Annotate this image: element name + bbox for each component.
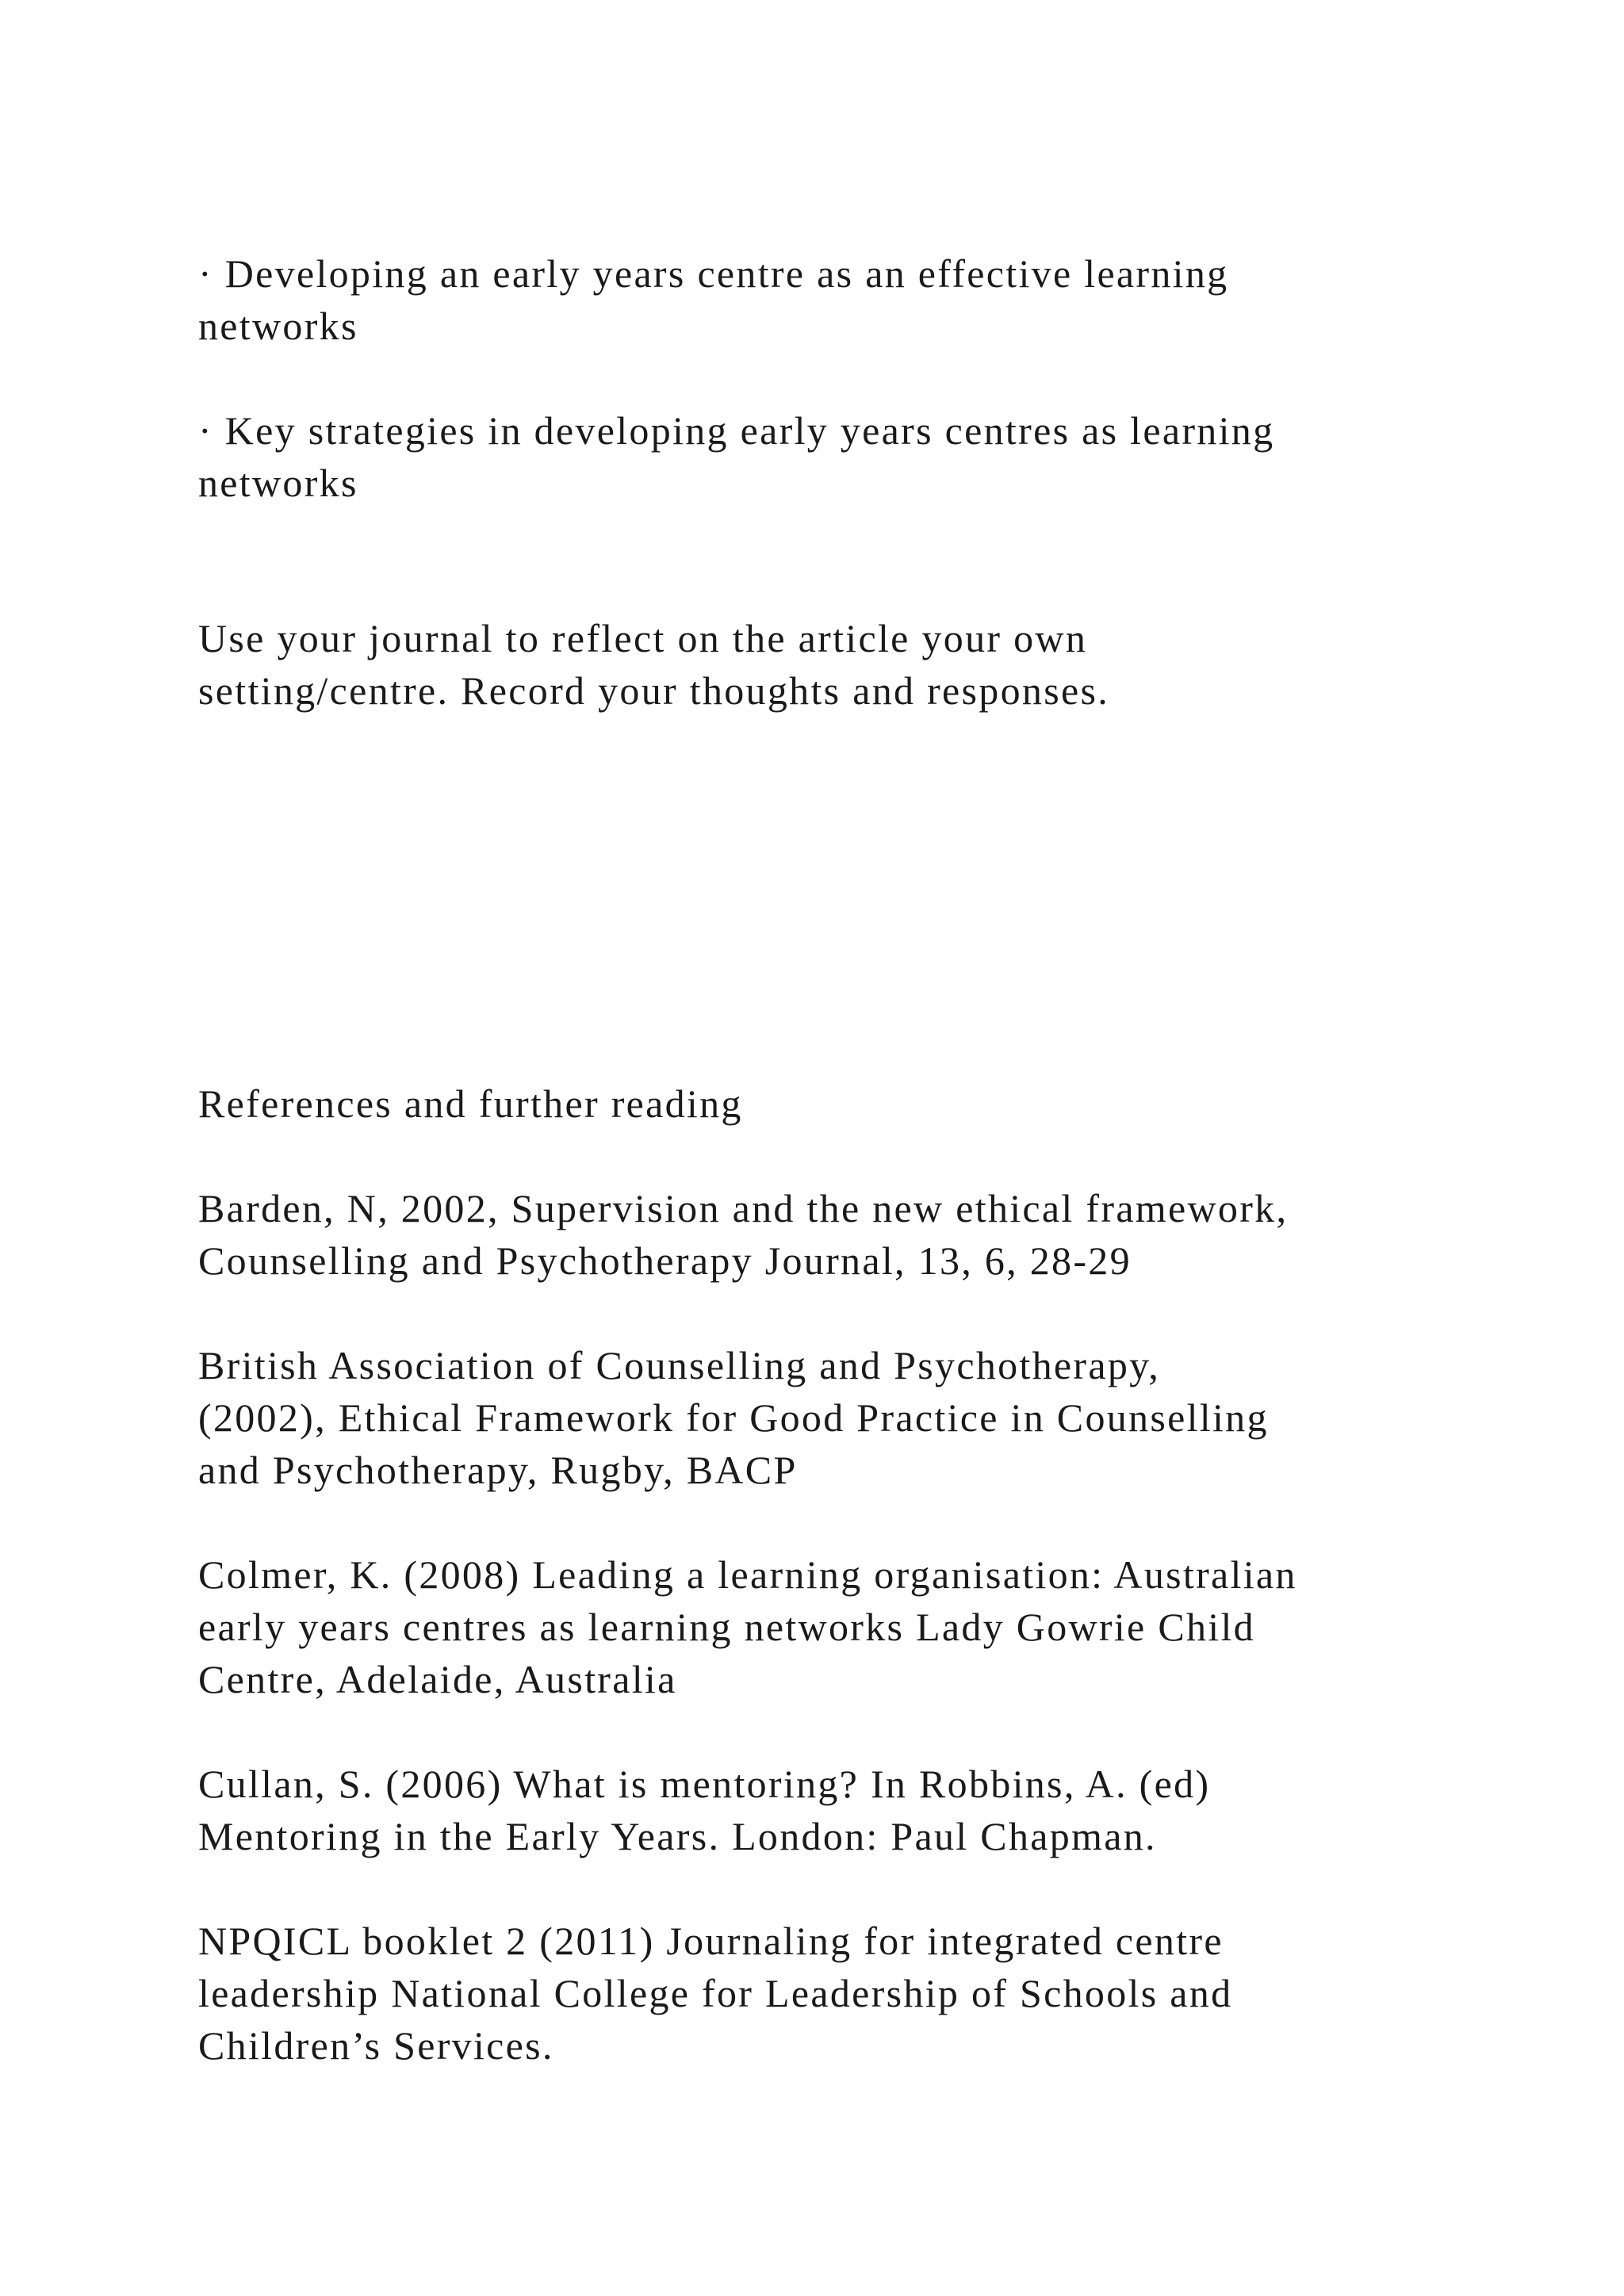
reference-line: Colmer, K. (2008) Leading a learning organisation: Australian (198, 1552, 1297, 1597)
reference-line: Barden, N, 2002, Supervision and the new ethical framework, (198, 1186, 1289, 1230)
spacer (198, 1862, 1467, 1915)
reference-line: leadership National College for Leadership of Schools and (198, 1971, 1233, 2015)
bullet-item-1 (198, 247, 1467, 352)
spacer (198, 1496, 1467, 1548)
reference-line: Centre, Adelaide, Australia (198, 1657, 677, 1701)
reference-line: and Psychotherapy, Rugby, BACP (198, 1448, 798, 1492)
spacer (198, 1287, 1467, 1339)
reference-entry-colmer (198, 1548, 1467, 1705)
bullet-item-2 (198, 404, 1467, 509)
bullet-item-2-line-1: · Key strategies in developing early years centres as learning (198, 408, 1275, 453)
reference-entry-npqicl (198, 1915, 1467, 2072)
reference-entry-cullan (198, 1758, 1467, 1862)
reference-entry-barden (198, 1182, 1467, 1287)
reference-line: (2002), Ethical Framework for Good Practice in Counselling (198, 1395, 1269, 1440)
bullet-item-1-line-2: networks (198, 304, 358, 348)
reference-line: Children’s Services. (198, 2023, 554, 2068)
instruction-paragraph (198, 612, 1467, 717)
instruction-line-2: setting/centre. Record your thoughts and responses. (198, 668, 1110, 713)
reference-entry-bacp (198, 1339, 1467, 1496)
document-page (198, 247, 1467, 2072)
references-heading (198, 1077, 1467, 1130)
spacer (198, 352, 1467, 404)
reference-line: Counselling and Psychotherapy Journal, 13, 6, 28-29 (198, 1238, 1132, 1283)
reference-line: NPQICL booklet 2 (2011) Journaling for integrated centre (198, 1919, 1224, 1963)
instruction-line-1: Use your journal to reflect on the article your own (198, 616, 1088, 660)
bullet-item-1-line-1: · Developing an early years centre as an effective learning (198, 251, 1229, 296)
references-heading-text: References and further reading (198, 1081, 743, 1126)
spacer (198, 717, 1467, 1077)
spacer (198, 1130, 1467, 1182)
spacer (198, 1705, 1467, 1758)
reference-line: early years centres as learning networks Lady Gowrie Child (198, 1605, 1255, 1649)
spacer (198, 509, 1467, 612)
bullet-item-2-line-2: networks (198, 461, 358, 505)
reference-line: Cullan, S. (2006) What is mentoring? In Robbins, A. (ed) (198, 1762, 1211, 1806)
reference-line: British Association of Counselling and Psychotherapy, (198, 1343, 1161, 1387)
reference-line: Mentoring in the Early Years. London: Paul Chapman. (198, 1814, 1157, 1858)
